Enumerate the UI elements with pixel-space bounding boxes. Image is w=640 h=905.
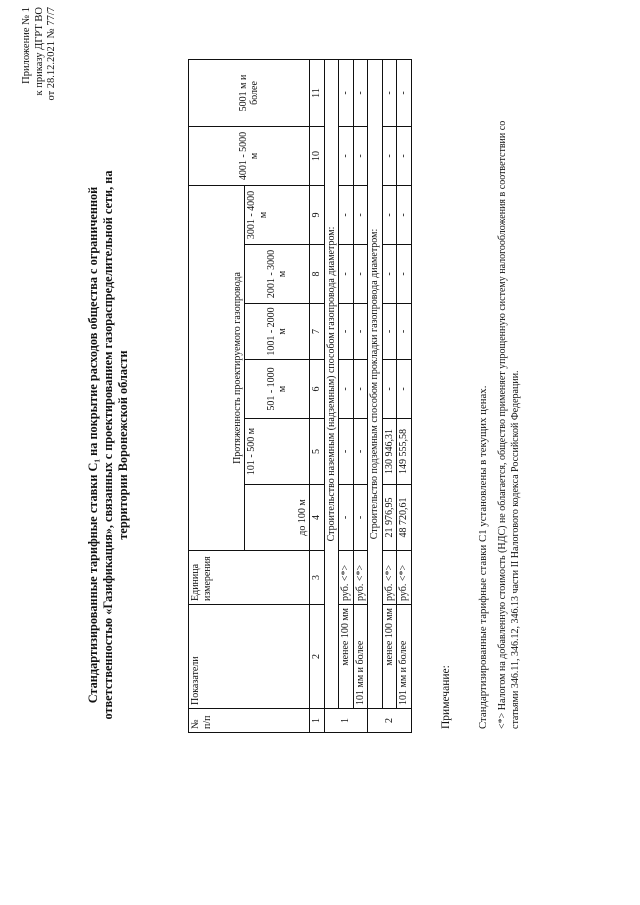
row-value: 21 976,95: [382, 485, 397, 551]
row-value: -: [339, 126, 354, 185]
row-value: -: [382, 126, 397, 185]
col-number: 8: [310, 245, 325, 304]
row-value: 130 946,31: [382, 419, 397, 485]
header-num: № п/п: [189, 709, 310, 733]
row-value: -: [382, 185, 397, 244]
row-value: 149 555,58: [397, 419, 412, 485]
section-1-title-row: [324, 59, 339, 732]
row-value: 48 720,61: [397, 485, 412, 551]
table-row: [382, 59, 397, 732]
row-value: -: [353, 185, 368, 244]
row-value: -: [353, 59, 368, 126]
appendix-line-1: Приложение № 1: [21, 7, 32, 84]
row-value: -: [339, 245, 354, 304]
header-range-9: 3001 - 4000 м: [245, 185, 310, 244]
row-indicator: 101 мм и более: [397, 605, 412, 709]
col-number: 9: [310, 185, 325, 244]
row-value: -: [397, 126, 412, 185]
header-indicator: Показатели: [189, 605, 310, 709]
row-value: -: [339, 185, 354, 244]
appendix-line-3: от 28.12.2021 № 77/7: [46, 7, 57, 101]
row-value: -: [339, 485, 354, 551]
section-2-title-row: [368, 59, 383, 732]
row-unit: руб. <*>: [382, 551, 397, 605]
table-row: [353, 59, 368, 732]
header-range-6: 501 - 1000 м: [245, 360, 310, 419]
section-1-title: Строительство наземным (надземным) способом газопровода диаметром:: [324, 59, 339, 708]
row-unit: руб. <*>: [353, 551, 368, 605]
row-value: -: [353, 126, 368, 185]
note-heading: Примечание:: [440, 665, 452, 729]
title-line-1: Стандартизированные тарифные ставки С₁ на покрытие расходов общества с ограниченной: [86, 186, 100, 704]
tariff-rates-table: [188, 59, 412, 733]
header-range-11: 5001 м и более: [189, 59, 310, 126]
row-value: -: [353, 419, 368, 485]
row-indicator: менее 100 мм: [339, 605, 354, 709]
appendix-reference: [21, 7, 59, 101]
header-range-5: 101 - 500 м: [245, 419, 310, 485]
section-1-num: 1: [324, 709, 368, 733]
document-title: [86, 95, 131, 795]
column-numbers-row: [310, 59, 325, 732]
row-value: -: [353, 485, 368, 551]
col-number: 4: [310, 485, 325, 551]
row-value: -: [397, 304, 412, 360]
header-range-7: 1001 - 2000 м: [245, 304, 310, 360]
header-range-8: 2001 - 3000 м: [245, 245, 310, 304]
row-unit: руб. <*>: [339, 551, 354, 605]
header-range-4: до 100 м: [245, 485, 310, 551]
row-value: -: [339, 419, 354, 485]
note-text: Стандартизированные тарифные ставки С1 установлены в текущих ценах.: [477, 385, 489, 729]
footnote-line-2: статьями 346.11, 346.12, 346.13 части II Налогового кодекса Российской Федерации.: [510, 370, 521, 729]
section-2-num: 2: [368, 709, 412, 733]
row-value: -: [397, 360, 412, 419]
header-length-group: Протяженность проектируемого газопровода: [189, 185, 245, 550]
col-number: 2: [310, 605, 325, 709]
row-value: -: [397, 245, 412, 304]
col-number: 5: [310, 419, 325, 485]
col-number: 1: [310, 709, 325, 733]
row-value: -: [339, 59, 354, 126]
row-value: -: [382, 59, 397, 126]
col-number: 3: [310, 551, 325, 605]
col-number: 6: [310, 360, 325, 419]
table-row: [339, 59, 354, 732]
row-value: -: [382, 245, 397, 304]
row-value: -: [339, 360, 354, 419]
header-unit: Единица измерения: [189, 551, 310, 605]
row-value: -: [397, 59, 412, 126]
row-indicator: менее 100 мм: [382, 605, 397, 709]
title-line-2: ответственностью «Газификация», связанных с проектированием газораспределительной сети, на: [101, 170, 115, 720]
row-value: -: [353, 360, 368, 419]
row-value: -: [339, 304, 354, 360]
header-range-10: 4001 - 5000 м: [189, 126, 310, 185]
row-value: -: [382, 360, 397, 419]
col-number: 10: [310, 126, 325, 185]
row-indicator: 101 мм и более: [353, 605, 368, 709]
table-row: [397, 59, 412, 732]
row-value: -: [382, 304, 397, 360]
footnote-line-1: Налогом на добавленную стоимость (НДС) не облагается, общество применяет упрощенную систему налогообложения в соответствии со: [497, 120, 508, 711]
row-value: -: [397, 185, 412, 244]
row-value: -: [353, 304, 368, 360]
appendix-line-2: к приказу ДГРТ ВО: [33, 7, 45, 96]
col-number: 11: [310, 59, 325, 126]
footnote: [496, 9, 522, 729]
col-number: 7: [310, 304, 325, 360]
section-2-title: Строительство подземным способом прокладки газопровода диаметром:: [368, 59, 383, 708]
title-line-3: территории Воронежской области: [116, 350, 130, 540]
row-value: -: [353, 245, 368, 304]
row-unit: руб. <*>: [397, 551, 412, 605]
footnote-mark: <*>: [497, 712, 508, 729]
